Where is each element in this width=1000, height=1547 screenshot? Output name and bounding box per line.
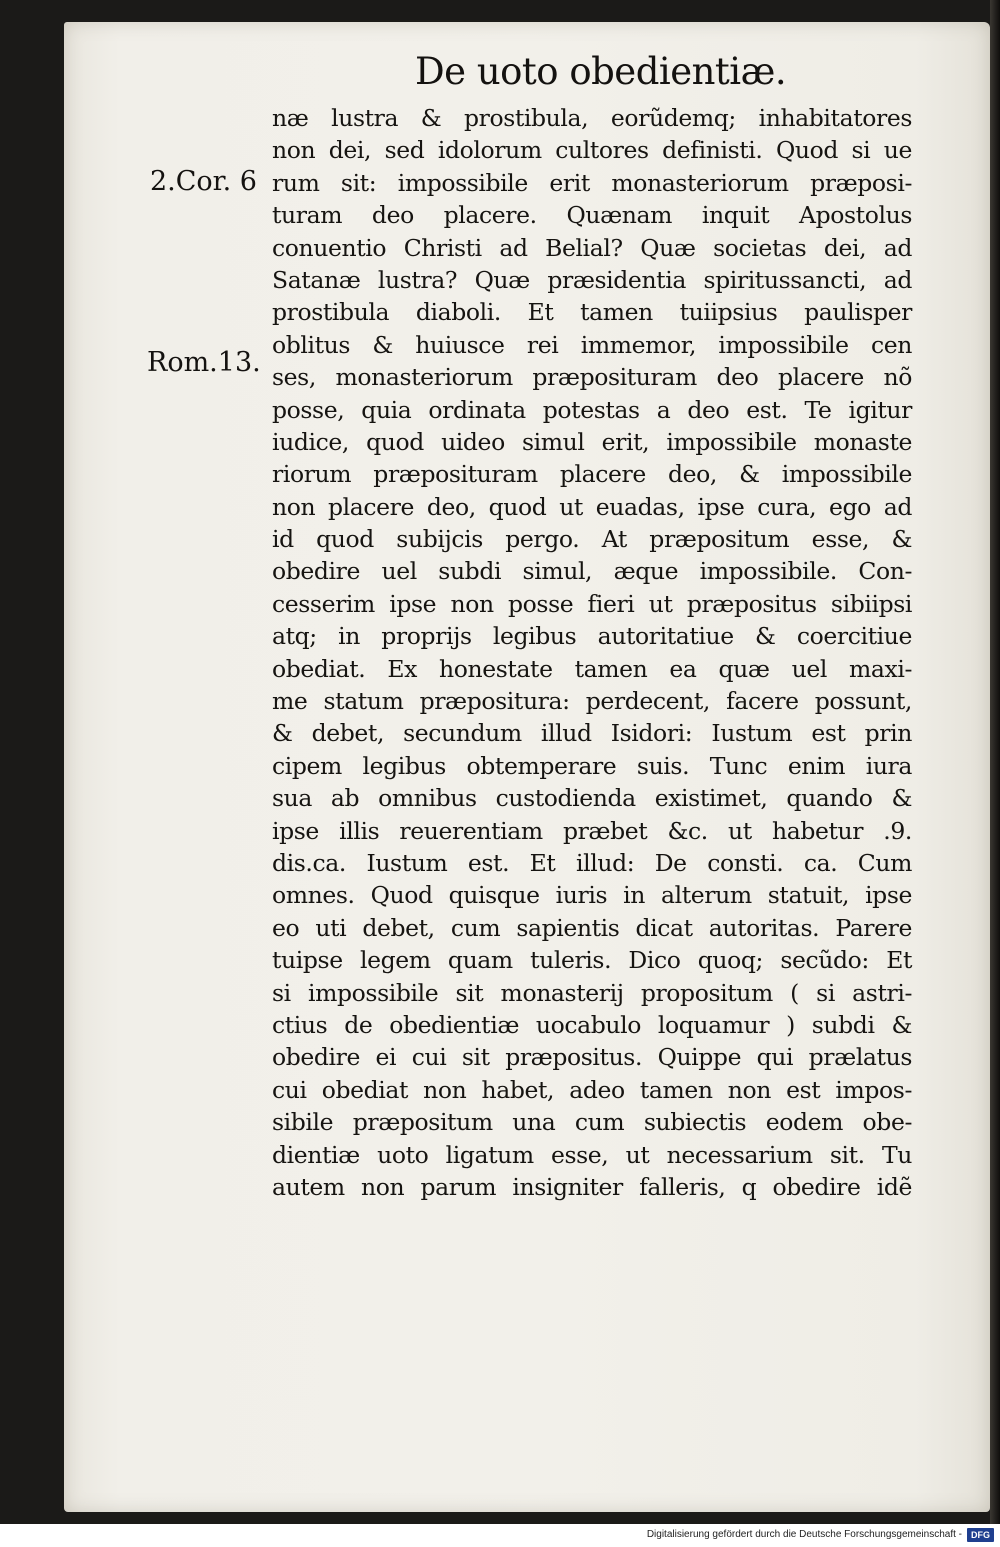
- text-line: sibile præpositum una cum subiectis eodem obe-: [272, 1108, 912, 1137]
- dfg-logo: DFG: [967, 1528, 994, 1542]
- text-line: obediat. Ex honestate tamen ea quæ uel maxi-: [272, 654, 912, 683]
- text-line: non dei, sed idolorum cultores definisti. Quod si ue: [272, 136, 912, 165]
- text-line: posse, quia ordinata potestas a deo est. Te igitur: [272, 395, 912, 424]
- text-line: cesserim ipse non posse fieri ut præpositus sibiipsi: [272, 589, 912, 618]
- text-line: si impossibile sit monasterij propositum ( si astri-: [272, 978, 912, 1007]
- text-line: eo uti debet, cum sapientis dicat autoritas. Parere: [272, 913, 912, 942]
- text-line: & debet, secundum illud Isidori: Iustum est prin: [272, 719, 912, 748]
- footer-bar: [0, 1524, 1000, 1547]
- text-line: næ lustra & prostibula, eorũdemq; inhabitatores: [272, 104, 912, 132]
- text-line: turam deo placere. Quænam inquit Apostolus: [272, 201, 912, 230]
- running-head: De uoto obedientiæ.: [415, 50, 787, 93]
- text-line: me statum præpositura: perdecent, facere possunt,: [272, 687, 912, 716]
- text-line: rum sit: impossibile erit monasteriorum præposi-: [272, 168, 912, 197]
- footer-credit: Digitalisierung gefördert durch die Deutsche Forschungsgemeinschaft -: [646, 1529, 962, 1540]
- text-line: ctius de obedientiæ uocabulo loquamur ) subdi &: [272, 1010, 912, 1039]
- text-line: obedire uel subdi simul, æque impossibile. Con-: [272, 557, 912, 586]
- text-line: dientiæ uoto ligatum esse, ut necessarium sit. Tu: [272, 1140, 912, 1169]
- marginal-note-cor: 2.Cor. 6: [150, 166, 257, 197]
- text-line: autem non parum insigniter falleris, q obedire idẽ: [272, 1172, 912, 1201]
- text-line: Satanæ lustra? Quæ præsidentia spiritussancti, ad: [272, 265, 912, 294]
- text-line: ses, monasteriorum præposituram deo placere nõ: [272, 363, 912, 392]
- text-line: omnes. Quod quisque iuris in alterum statuit, ipse: [272, 881, 912, 910]
- marginal-note-rom: Rom.13.: [147, 347, 261, 378]
- text-line: cipem legibus obtemperare suis. Tunc enim iura: [272, 751, 912, 780]
- text-line: non placere deo, quod ut euadas, ipse cura, ego ad: [272, 492, 912, 521]
- text-line: tuipse legem quam tuleris. Dico quoq; secũdo: Et: [272, 946, 912, 975]
- text-line: ipse illis reuerentiam præbet &c. ut habetur .9.: [272, 816, 912, 845]
- text-line: conuentio Christi ad Belial? Quæ societas dei, ad: [272, 233, 912, 262]
- text-line: cui obediat non habet, adeo tamen non est impos-: [272, 1075, 912, 1104]
- text-line: dis.ca. Iustum est. Et illud: De consti. ca. Cum: [272, 848, 912, 877]
- text-line: prostibula diaboli. Et tamen tuiipsius paulisper: [272, 298, 912, 327]
- text-line: id quod subijcis pergo. At præpositum esse, &: [272, 525, 912, 554]
- text-line: oblitus & huiusce rei immemor, impossibile cen: [272, 330, 912, 359]
- text-line: riorum præposituram placere deo, & impossibile: [272, 460, 912, 489]
- book-edge: [990, 0, 1000, 1524]
- text-block: [272, 102, 912, 1203]
- text-line: atq; in proprijs legibus autoritatiue & coercitiue: [272, 622, 912, 651]
- text-line: iudice, quod uideo simul erit, impossibile monaste: [272, 427, 912, 456]
- text-line: sua ab omnibus custodienda existimet, quando &: [272, 784, 912, 813]
- text-line: obedire ei cui sit præpositus. Quippe qui prælatus: [272, 1043, 912, 1072]
